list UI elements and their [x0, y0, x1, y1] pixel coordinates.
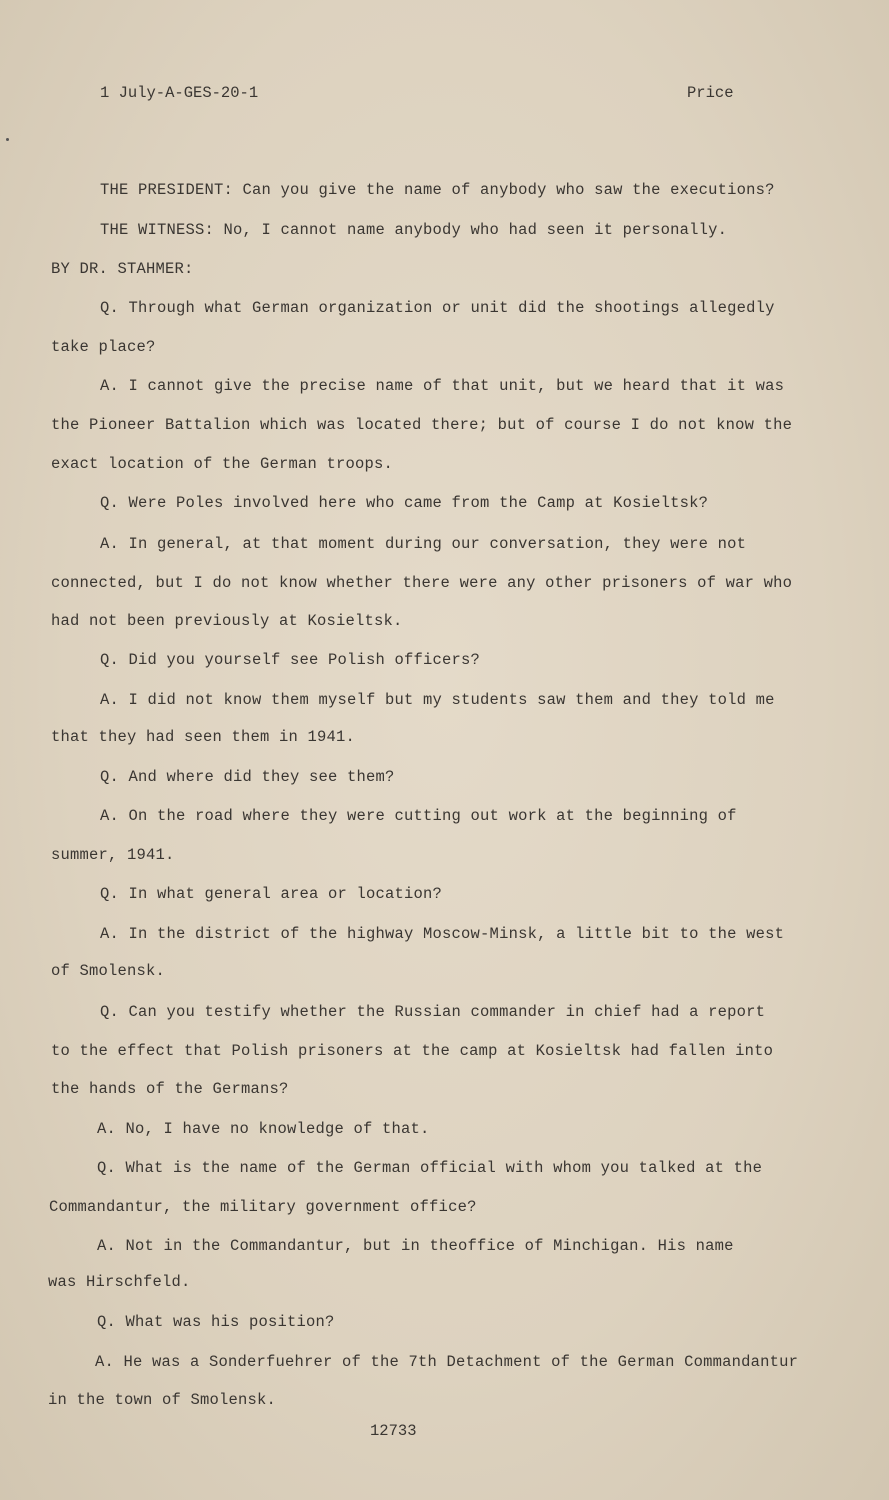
text-line: in the town of Smolensk. — [48, 1391, 277, 1409]
text-line: A. Not in the Commandantur, but in theoffice of Minchigan. His name — [97, 1237, 734, 1255]
document-code: 1 July-A-GES-20-1 — [100, 84, 259, 102]
text-line: the Pioneer Battalion which was located there; but of course I do not know the — [51, 416, 793, 434]
text-line: A. I did not know them myself but my students saw them and they told me — [100, 691, 775, 709]
margin-mark — [6, 138, 9, 141]
text-line: of Smolensk. — [51, 962, 166, 980]
text-line: A. In the district of the highway Moscow-Minsk, a little bit to the west — [100, 925, 785, 943]
text-line: A. I cannot give the precise name of that unit, but we heard that it was — [100, 377, 785, 395]
text-line: THE WITNESS: No, I cannot name anybody who had seen it personally. — [100, 221, 728, 239]
text-line: BY DR. STAHMER: — [51, 260, 194, 278]
text-line: Q. Did you yourself see Polish officers? — [100, 651, 481, 669]
text-line: A. In general, at that moment during our conversation, they were not — [100, 535, 747, 553]
text-line: take place? — [51, 338, 156, 356]
page-number: 12733 — [370, 1422, 417, 1440]
text-line: A. No, I have no knowledge of that. — [97, 1120, 430, 1138]
text-line: Q. What was his position? — [97, 1313, 335, 1331]
text-line: THE PRESIDENT: Can you give the name of anybody who saw the executions? — [100, 181, 775, 199]
text-line: Q. Can you testify whether the Russian commander in chief had a report — [100, 1003, 766, 1021]
text-line: Q. What is the name of the German official with whom you talked at the — [97, 1159, 763, 1177]
text-line: the hands of the Germans? — [51, 1080, 289, 1098]
text-line: Q. In what general area or location? — [100, 885, 443, 903]
witness-name: Price — [687, 84, 734, 102]
text-line: to the effect that Polish prisoners at the camp at Kosieltsk had fallen into — [51, 1042, 774, 1060]
text-line: A. He was a Sonderfuehrer of the 7th Detachment of the German Commandantur — [95, 1353, 799, 1371]
text-line: was Hirschfeld. — [48, 1273, 191, 1291]
text-line: had not been previously at Kosieltsk. — [51, 612, 403, 630]
text-line: that they had seen them in 1941. — [51, 728, 356, 746]
text-line: A. On the road where they were cutting out work at the beginning of — [100, 807, 737, 825]
text-line: exact location of the German troops. — [51, 455, 394, 473]
text-line: Q. And where did they see them? — [100, 768, 395, 786]
text-line: Q. Through what German organization or unit did the shootings allegedly — [100, 299, 775, 317]
text-line: Commandantur, the military government office? — [49, 1198, 477, 1216]
text-line: connected, but I do not know whether there were any other prisoners of war who — [51, 574, 793, 592]
text-line: summer, 1941. — [51, 846, 175, 864]
text-line: Q. Were Poles involved here who came from the Camp at Kosieltsk? — [100, 494, 709, 512]
